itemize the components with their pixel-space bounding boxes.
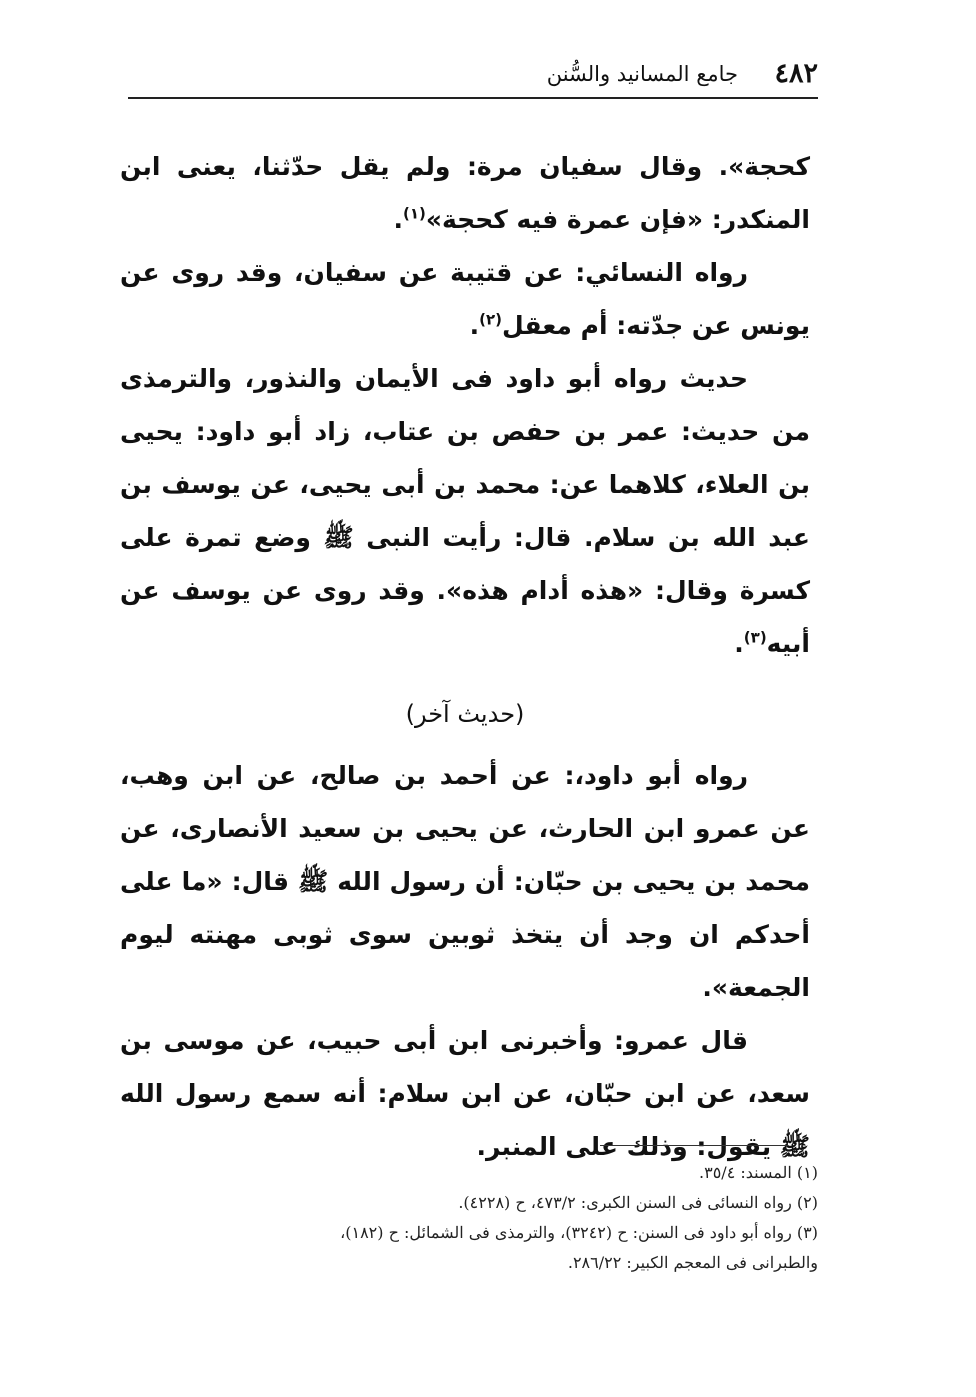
paragraph-3-end: . bbox=[734, 629, 744, 658]
paragraph-3 bbox=[120, 352, 810, 670]
main-text bbox=[120, 140, 810, 1173]
paragraph-2-end: . bbox=[469, 311, 480, 340]
page-header bbox=[128, 58, 818, 98]
paragraph-2 bbox=[120, 246, 810, 352]
paragraph-1-end: . bbox=[393, 205, 403, 234]
footnote-ref-2: (٢) bbox=[479, 310, 503, 329]
footnote-ref-1: (١) bbox=[403, 204, 426, 223]
paragraph-5: قال عمرو: وأخبرنى ابن أبى حبيب، عن موسى بن سعد، عن ابن حبّان، عن ابن سلام: أنه سمع رسول الله ﷺ يقول: وذلك على المنبر. bbox=[120, 1026, 810, 1161]
paragraph-4: رواه أبو داود،: عن أحمد بن صالح، عن ابن وهب، عن عمرو ابن الحارث، عن يحيى بن سعيد الأنصارى، عن محمد بن يحيى بن حبّان: أن رسول الله ﷺ قال: «ما على أحدكم ان وجد أن يتخذ ثوبين سوى ثوبى مهنته ليوم الجمعة». bbox=[120, 761, 810, 1002]
paragraph-3-text: حديث رواه أبو داود فى الأيمان والنذور، والترمذى من حديث: عمر بن حفص بن عتاب، زاد أبو داود: يحيى بن العلاء، كلاهما عن: محمد بن أبى يحيى، عن يوسف بن عبد الله بن سلام. قال: رأيت النبى ﷺ وضع تمرة على كسرة وقال: «هذه أدام هذه». وقد روى عن يوسف عن أبيه bbox=[120, 364, 810, 658]
page-number: ٤٨٢ bbox=[774, 58, 818, 89]
footnote-3: (٣) رواه أبو داود فى السنن: ح (٣٢٤٢)، والترمذى فى الشمائل: ح (١٨٢)، bbox=[340, 1223, 818, 1242]
section-heading: (حديث آخر) bbox=[405, 700, 525, 728]
running-title: جامع المسانيد والسُّنن bbox=[546, 62, 738, 86]
footnote-1: (١) المسند: ٣٥/٤. bbox=[699, 1163, 818, 1182]
footnote-2: (٢) رواه النسائى فى السنن الكبرى: ٤٧٣/٢، ح (٤٢٢٨). bbox=[458, 1193, 818, 1212]
paragraph-1-text: كحجة». وقال سفيان مرة: ولم يقل حدّثنا، يعنى ابن المنكدر: «فإن عمرة فيه كحجة» bbox=[120, 152, 810, 234]
header-rule bbox=[128, 97, 818, 99]
paragraph-2-text: رواه النسائي: عن قتيبة عن سفيان، وقد روى عن يونس عن جدّته: أم معقل bbox=[120, 258, 810, 340]
footnote-3-continued: والطبرانى فى المعجم الكبير: ٢٨٦/٢٢. bbox=[567, 1253, 818, 1272]
paragraph-1 bbox=[120, 140, 810, 246]
footnote-ref-3: (٣) bbox=[743, 628, 767, 647]
footnotes bbox=[110, 1158, 818, 1278]
footnote-separator bbox=[600, 1145, 788, 1146]
